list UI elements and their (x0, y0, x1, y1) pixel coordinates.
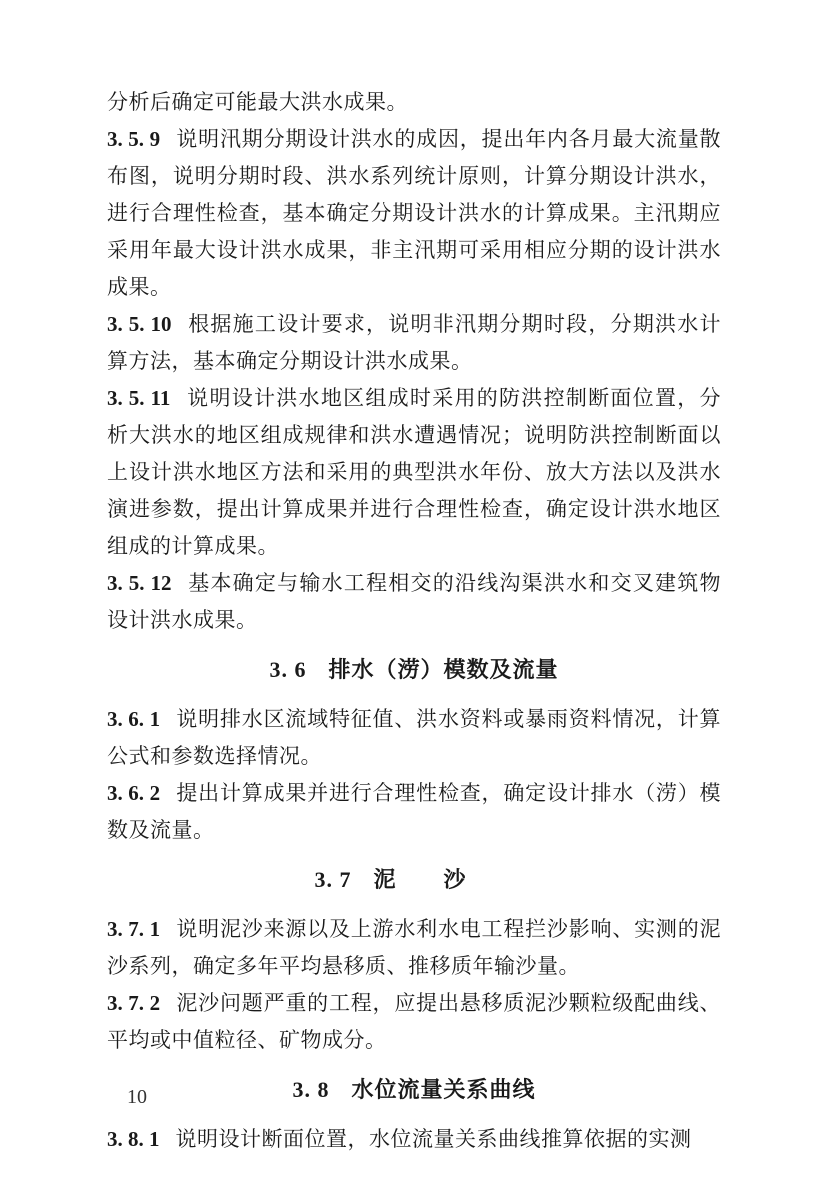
clause-number: 3. 6. 1 (107, 707, 161, 731)
clause-text: 说明设计断面位置，水位流量关系曲线推算依据的实测 (175, 1127, 692, 1151)
paragraph-continuation (107, 84, 721, 121)
clause-text: 泥沙问题严重的工程，应提出悬移质泥沙颗粒级配曲线、平均或中值粒径、矿物成分。 (107, 991, 721, 1052)
clause-3-6-1 (107, 701, 721, 775)
section-title: 泥沙 (373, 868, 514, 893)
clause-number: 3. 8. 1 (107, 1127, 160, 1151)
clause-text: 说明排水区流域特征值、洪水资料或暴雨资料情况，计算公式和参数选择情况。 (107, 707, 721, 768)
section-title: 水位流量关系曲线 (351, 1078, 536, 1103)
clause-3-5-11 (107, 380, 721, 565)
section-heading-3-8 (107, 1059, 721, 1121)
clause-number: 3. 7. 2 (107, 991, 161, 1015)
clause-3-5-12 (107, 565, 721, 639)
section-heading-3-6 (107, 639, 721, 701)
section-number: 3. 8 (292, 1077, 330, 1102)
clause-number: 3. 5. 12 (107, 571, 172, 595)
paragraph-text: 分析后确定可能最大洪水成果。 (107, 90, 408, 114)
clause-number: 3. 7. 1 (107, 917, 161, 941)
clause-number: 3. 5. 9 (107, 127, 161, 151)
clause-3-7-1 (107, 911, 721, 985)
clause-3-8-1 (107, 1121, 721, 1158)
clause-text: 提出计算成果并进行合理性检查，确定设计排水（涝）模数及流量。 (107, 781, 721, 842)
clause-text: 基本确定与输水工程相交的沿线沟渠洪水和交叉建筑物设计洪水成果。 (107, 571, 722, 632)
clause-text: 根据施工设计要求，说明非汛期分期时段，分期洪水计算方法，基本确定分期设计洪水成果。 (107, 312, 722, 373)
clause-text: 说明汛期分期设计洪水的成因，提出年内各月最大流量散布图，说明分期时段、洪水系列统计原则，计算分期设计洪水，进行合理性检查，基本确定分期设计洪水的计算成果。主汛期应采用年最大设计洪水成果，非主汛期可采用相应分期的设计洪水成果。 (107, 127, 721, 299)
clause-3-7-2 (107, 985, 721, 1059)
page-body (107, 84, 721, 1158)
clause-number: 3. 5. 10 (107, 312, 172, 336)
clause-3-5-10 (107, 306, 721, 380)
clause-text: 说明设计洪水地区组成时采用的防洪控制断面位置，分析大洪水的地区组成规律和洪水遭遇情况；说明防洪控制断面以上设计洪水地区方法和采用的典型洪水年份、放大方法以及洪水演进参数，提出计算成果并进行合理性检查，确定设计洪水地区组成的计算成果。 (107, 386, 722, 558)
clause-3-5-9 (107, 121, 721, 306)
clause-3-6-2 (107, 775, 721, 849)
clause-number: 3. 6. 2 (107, 781, 161, 805)
clause-number: 3. 5. 11 (107, 386, 171, 410)
clause-text: 说明泥沙来源以及上游水利水电工程拦沙影响、实测的泥沙系列，确定多年平均悬移质、推移质年输沙量。 (107, 917, 721, 978)
section-title: 排水（涝）模数及流量 (328, 658, 559, 683)
section-heading-3-7 (107, 849, 721, 911)
page-number: 10 (127, 1086, 147, 1108)
section-number: 3. 6 (269, 657, 307, 682)
section-number: 3. 7 (314, 867, 352, 892)
